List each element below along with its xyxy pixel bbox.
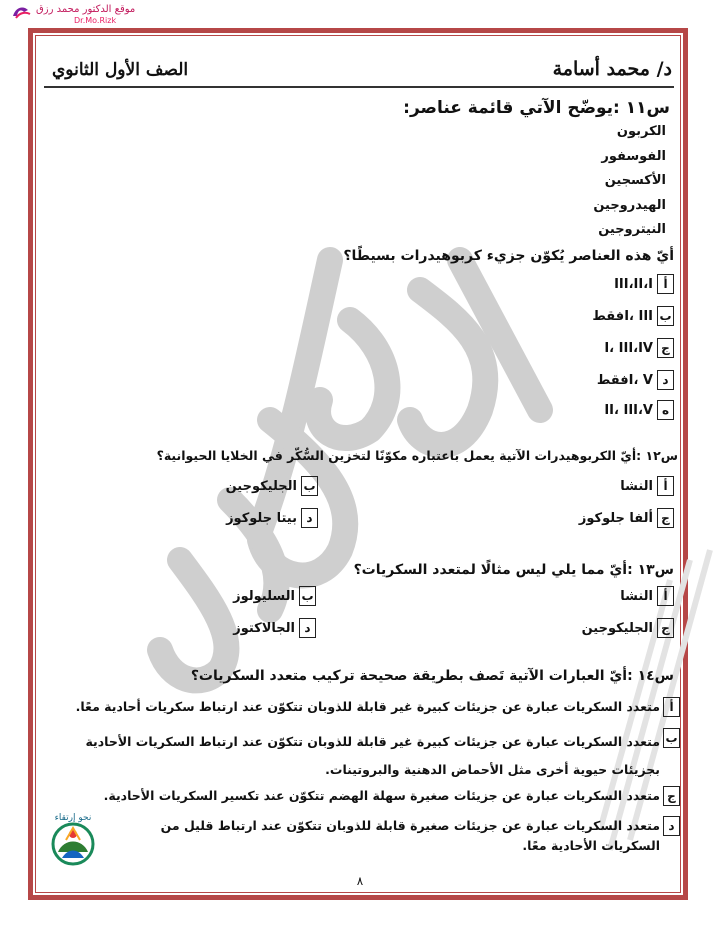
- q12-option-c[interactable]: [579, 508, 674, 528]
- site-brand-sub: Dr.Mo.Rizk: [74, 16, 117, 25]
- q13-title: س١٣ :أيّ مما يلي ليس مثالًا لمتعدد السكريات؟: [353, 562, 674, 578]
- q13-option-d[interactable]: [233, 618, 316, 638]
- option-letter: ج: [657, 508, 674, 528]
- option-letter: ه: [657, 400, 674, 420]
- logo-text: نحو إرتقاء: [54, 813, 92, 823]
- q12-option-a[interactable]: [620, 476, 674, 496]
- header-divider: [44, 86, 674, 88]
- teacher-name: د/ محمد أسامة: [552, 58, 672, 80]
- q11-option-b[interactable]: [592, 306, 674, 326]
- q14-option-c[interactable]: [36, 786, 680, 806]
- option-letter: ج: [657, 618, 674, 638]
- option-letter: ب: [301, 476, 318, 496]
- option-text: I، III،IV: [604, 340, 653, 356]
- q14-option-b[interactable]: [36, 728, 680, 784]
- site-brand-name: موقع الدكتور محمد رزق: [36, 4, 136, 15]
- option-text: النشا: [620, 588, 653, 604]
- option-letter: د: [657, 370, 674, 390]
- q13-option-a[interactable]: [620, 586, 674, 606]
- option-text: I، Vفقط: [596, 372, 653, 388]
- option-text: متعدد السكريات عبارة عن جزيئات صغيرة سهلة الهضم تتكوّن عند تكسير السكريات الأحادية.: [103, 788, 660, 803]
- q11-element: الهيدروجين: [593, 197, 666, 213]
- page-number: ٨: [356, 874, 364, 888]
- site-brand: [36, 4, 135, 26]
- option-text: متعدد السكريات عبارة عن جزيئات كبيرة غير قابلة للذوبان تتكوّن عند ارتباط سكريات أحادية معًا.: [75, 699, 660, 714]
- q11-title: س١١ :يوضّح الآتي قائمة عناصر:: [403, 98, 670, 118]
- option-letter: د: [299, 618, 316, 638]
- option-text: السليولوز: [233, 588, 295, 604]
- q12-option-b[interactable]: [226, 476, 318, 496]
- option-letter: د: [663, 816, 680, 836]
- q11-element: النيتروجين: [598, 222, 666, 237]
- grade-label: الصف الأول الثانوي: [52, 60, 189, 80]
- option-text: النشا: [620, 478, 653, 494]
- q11-element: الكربون: [616, 124, 666, 139]
- option-letter: ج: [663, 786, 680, 806]
- q13-option-c[interactable]: [582, 618, 674, 638]
- q11-element: الأكسجين: [604, 173, 666, 188]
- option-text: الجليكوجين: [225, 478, 297, 494]
- option-text: I، IIIفقط: [592, 308, 653, 324]
- option-letter: ج: [657, 338, 674, 358]
- option-letter: أ: [657, 274, 674, 294]
- option-text: ألفا جلوكوز: [578, 510, 653, 526]
- q11-element-list: [516, 124, 666, 247]
- option-letter: أ: [657, 476, 674, 496]
- q14-option-a[interactable]: [36, 697, 680, 717]
- option-text: الجالاكتوز: [233, 620, 295, 636]
- q11-option-e[interactable]: [604, 400, 674, 420]
- q11-option-d[interactable]: [597, 370, 674, 390]
- option-letter: أ: [657, 586, 674, 606]
- option-text: II، III،V: [604, 402, 653, 418]
- q11-option-c[interactable]: [604, 338, 674, 358]
- option-text: الجليكوجين: [581, 620, 653, 636]
- school-logo: [42, 808, 104, 872]
- q11-prompt: أيّ هذه العناصر يُكوّن جزيء كربوهيدرات بسيطًا؟: [343, 248, 674, 264]
- option-text: بيتا جلوكوز: [226, 510, 297, 526]
- option-text: متعدد السكريات عبارة عن جزيئات صغيرة قابلة للذوبان تتكوّن عند ارتباط قليل من السكريات الأحادية معًا.: [160, 818, 660, 853]
- option-letter: د: [301, 508, 318, 528]
- option-text: III،II،I: [614, 276, 653, 292]
- q11-element: الفوسفور: [601, 148, 666, 164]
- brand-logo-icon: [10, 4, 32, 20]
- q13-option-b[interactable]: [233, 586, 316, 606]
- option-letter: ب: [663, 728, 680, 748]
- q12-option-d[interactable]: [226, 508, 318, 528]
- option-letter: ب: [299, 586, 316, 606]
- q11-option-a[interactable]: [614, 274, 674, 294]
- q14-option-d[interactable]: [110, 816, 680, 856]
- option-text: متعدد السكريات عبارة عن جزيئات كبيرة غير قابلة للذوبان تتكوّن عند ارتباط السكريات الأحادية بجزيئات حيوية أخرى مثل الأحماض الدهنية والبروتينات.: [85, 734, 660, 777]
- q12-title: س١٢ :أيّ الكربوهيدرات الآتية يعمل باعتباره مكوّنًا لتخزين السُّكّر في الخلايا الحيوانية؟: [156, 448, 678, 463]
- option-letter: أ: [663, 697, 680, 717]
- q14-title: س١٤ :أيّ العبارات الآتية تَصف بطريقة صحيحة تركيب متعدد السكريات؟: [190, 668, 674, 684]
- option-letter: ب: [657, 306, 674, 326]
